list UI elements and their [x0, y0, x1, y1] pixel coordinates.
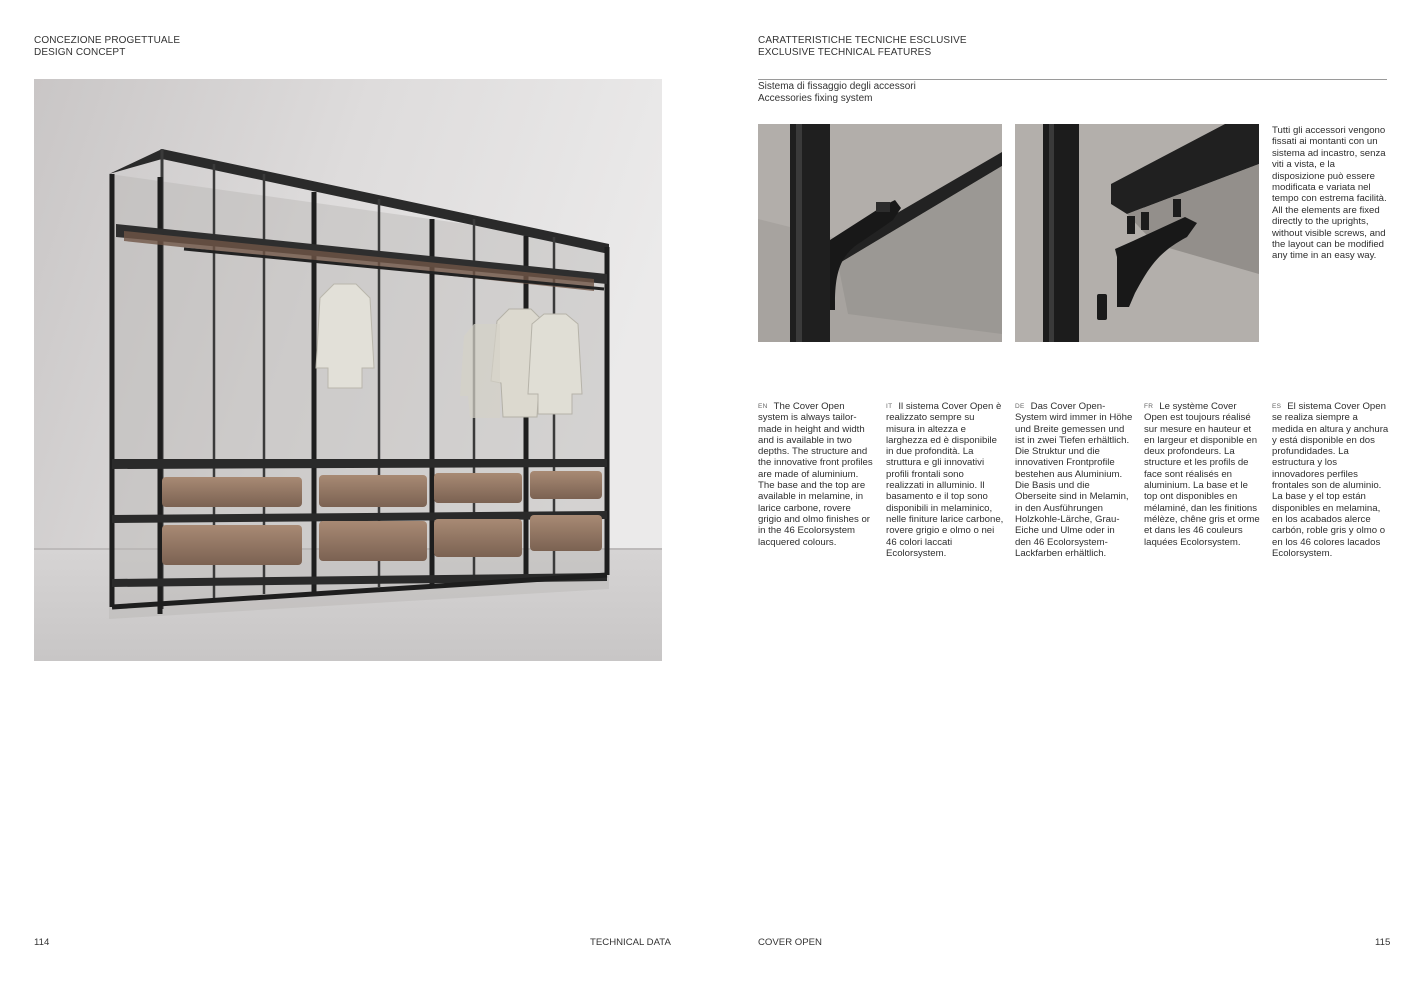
bracket-detail-photo-1: [758, 124, 1002, 342]
right-footer-brand: COVER OPEN: [758, 937, 822, 948]
lang-tag-en: EN: [758, 403, 768, 410]
left-footer-section: TECHNICAL DATA: [590, 937, 671, 948]
column-text-fr: Le système Cover Open est toujours réalisé sur mesure en hauteur et en largeur et disponible en deux profondeurs. La structure et les profils de face sont réalisés en aluminium. La base et le top ont disponibles en mélaminé, dan les finitions mélèze, chêne gris et orme et dans les 46 couleurs laquées Ecolorsystem.: [1144, 401, 1260, 548]
wardrobe-photo: [34, 79, 662, 661]
left-header-line2: DESIGN CONCEPT: [34, 46, 126, 58]
text-column-es: [1272, 401, 1390, 559]
subheader-line1: Sistema di fissaggio degli accessori: [758, 81, 916, 92]
section-divider: [758, 79, 1387, 80]
subheader-line2: Accessories fixing system: [758, 92, 873, 104]
right-page-header: [758, 35, 967, 58]
lang-tag-it: IT: [886, 403, 893, 410]
fixing-system-description: [1272, 125, 1388, 262]
right-header-line2: EXCLUSIVE TECHNICAL FEATURES: [758, 46, 932, 58]
left-page-number: 114: [34, 937, 50, 948]
left-page-header: [34, 35, 180, 58]
right-page-number: 115: [1375, 937, 1391, 948]
side-text-english: All the elements are fixed directly to the uprights, without visible screws, and the layout can be modified any time in an easy way.: [1272, 204, 1386, 262]
lang-tag-de: DE: [1015, 403, 1025, 410]
right-header-line1: CARATTERISTICHE TECNICHE ESCLUSIVE: [758, 35, 967, 46]
bracket-detail-photo-2: [1015, 124, 1259, 342]
text-column-fr: [1144, 401, 1262, 548]
text-column-en: [758, 401, 876, 548]
section-subheader: [758, 81, 916, 104]
column-text-it: Il sistema Cover Open è realizzato sempre su misura in altezza e larghezza ed è disponibile in due profondità. La struttura e gli innovativi profili frontali sono realizzati in alluminio. Il basamento e il top sono disponibili in melaminico, nelle finiture larice carbone, rovere grigio e olmo o nei 46 colori laccati Ecolorsystem.: [886, 401, 1004, 559]
text-column-de: [1015, 401, 1133, 559]
lang-tag-es: ES: [1272, 403, 1282, 410]
column-text-de: Das Cover Open-System wird immer in Höhe und Breite gemessen und ist in zwei Tiefen erhältlich. Die Struktur und die innovativen Frontprofile bestehen aus Aluminium. Die Basis und die Oberseite sind in Melamin, in den Ausführungen Holzkohle-Lärche, Grau-Eiche und Ulme oder in den 46 Ecolorsystem-Lackfarben erhältlich.: [1015, 401, 1133, 559]
column-text-es: El sistema Cover Open se realiza siempre a medida en altura y anchura y está disponible en dos profundidades. La estructura y los innovadores perfiles frontales son de aluminio. La base y el top están disponibles en melamina, en los acabados alerce carbón, roble gris y olmo o en los 46 colores lacados Ecolorsystem.: [1272, 401, 1389, 559]
left-header-line1: CONCEZIONE PROGETTUALE: [34, 35, 181, 46]
text-column-it: [886, 401, 1004, 559]
side-text-italian: Tutti gli accessori vengono fissati ai montanti con un sistema ad incastro, senza viti a vista, e la disposizione può essere modificata e variata nel tempo con estrema facilità.: [1272, 125, 1387, 205]
lang-tag-fr: FR: [1144, 403, 1154, 410]
column-text-en: The Cover Open system is always tailor-made in height and width and is available in two depths. The structure and the innovative front profiles are made of aluminium. The base and the top are available in melamine, in larice carbone, rovere grigio and olmo finishes or in the 46 Ecolorsystem lacquered colours.: [758, 401, 873, 548]
